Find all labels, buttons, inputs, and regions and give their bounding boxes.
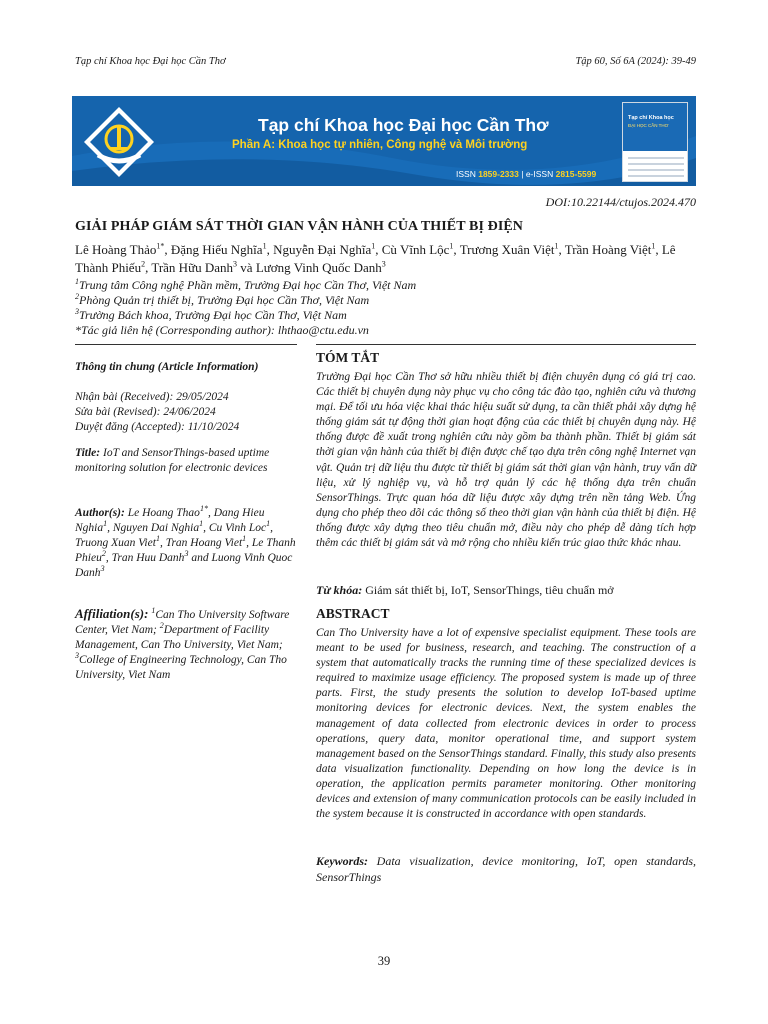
english-author-marker: 3 — [184, 549, 189, 559]
article-dates — [75, 390, 297, 435]
author-marker: 1 — [371, 241, 376, 251]
cover-subtitle: ĐẠI HỌC CẦN THƠ — [628, 123, 669, 128]
english-author-name: Truong Xuan Viet — [75, 537, 156, 549]
author-name: Trương Xuân Việt — [459, 242, 555, 257]
english-keywords-text: Data visualization, device monitoring, IoT, open standards, SensorThings — [316, 854, 696, 884]
english-author-name: Le Thanh Phieu — [75, 537, 296, 564]
title-label: Title: — [75, 447, 101, 459]
received-date: Nhận bài (Received): 29/05/2024 — [75, 391, 229, 403]
affiliation-en-1-marker: 1 — [151, 606, 156, 616]
vietnamese-abstract: Trường Đại học Cần Thơ sở hữu nhiều thiết bị điện chuyên dụng có giá trị cao. Các thiết bị chuyên dụng này phục vụ cho công tác đào tạo, nghiên cứu và thương mại. Để tối ưu hóa việc khai thác hiệu suất sử dụng, ta cần thiết phải xây dựng hệ thống giám sát tự động thời gian hoạt động của các thiết bị chuyên dụng này. Hệ thống được đề xuất trong nghiên cứu này gồm ba thành phần. Thiết bị giám sát thời gian vận hành của thiết bị điện được chế tạo dựa trên công nghệ Internet vạn vật. Quản trị dữ liệu thu được từ thiết bị giám sát thời gian vận hành, truy vấn dữ liệu, xử lý nghiệp vụ, và hỗ trợ quản lý các hệ thống dựa trên chuẩn SensorThings. Trực quan hóa dữ liệu được xây dựng trên nền tảng Web. Ứng dụng cho phép theo dõi các thông số theo thời gian vận hành của thiết bị điện. Hệ thống được xây dựng theo tiêu chuẩn mở, điều này cho phép dễ dàng tích hợp thêm các thiết bị giám sát và mở rộng cho nhiều kiến trúc giao thức khác nhau. — [316, 371, 696, 550]
affiliation-en-1: Can Tho University Software Center, Viet Nam; — [75, 609, 290, 636]
tomtat-heading: TÓM TẮT — [316, 350, 380, 365]
volume-info: Tập 60, Số 6A (2024): 39-49 — [575, 56, 696, 67]
english-author-list: Le Hoang Thao$^{1*}$, Dang Hieu Nghia$^1$, Nguyen Dai Nghia$^1$, Cu Vinh Loc$^1$, Truong Xuan Viet$^1$, Tran Hoang Viet$^1$, Le Thanh Phieu$^2$, Tran Huu Danh$^3$ and Luong Vinh Quoc Danh$^3$ — [75, 504, 296, 579]
cover-title: Tạp chí Khoa học — [628, 115, 674, 121]
journal-cover-thumbnail — [622, 102, 688, 182]
author-marker: 1 — [262, 241, 267, 251]
page-number: 39 — [377, 954, 391, 968]
issn-label: ISSN — [456, 169, 476, 179]
issn-value: 1859-2333 — [478, 169, 519, 179]
affiliation-3-text: Trường Bách khoa, Trường Đại học Cần Thơ, Việt Nam — [79, 308, 347, 322]
author-marker: 1* — [156, 241, 165, 251]
english-abstract: Can Tho University have a lot of expensive specialist equipment. These tools are meant to be used for business, research, and teaching. The construction of a system that automatically tracks the running time of these specialized devices is required to maximize usage efficiency. The proposed system is made up of three parts. First, the study presents the solution to develop IoT-based uptime monitoring devices for electronic devices. Next, the system enables the management of data collected from electronic devices in order to process operations, query data, monitor operational time, and support system management based on the SensorThings standard. Finally, this study also presents data visualization functionality. Depending on how long the device is in operation, the application permits parameter monitoring. Other monitoring devices and extension of many communication protocols can be easily included in the system because it is constructed in accordance with open standards. — [316, 627, 696, 821]
author-marker: 1 — [554, 241, 559, 251]
vietnamese-keywords-label: Từ khóa: — [316, 583, 363, 597]
english-author-marker: 1 — [155, 534, 160, 544]
left-column-rule — [75, 344, 297, 345]
banner-title: Tạp chí Khoa học Đại học Cần Thơ — [258, 115, 549, 135]
banner-subtitle: Phần A: Khoa học tự nhiên, Công nghệ và Môi trường — [232, 139, 528, 151]
english-author-name: Le Hoang Thao — [127, 507, 200, 519]
english-author-marker: 3 — [100, 564, 105, 574]
affiliation-en-3: College of Engineering Technology, Can Tho University, Viet Nam — [75, 654, 287, 681]
english-keywords-label: Keywords: — [316, 854, 368, 868]
author-name: Lương Vinh Quốc Danh — [255, 260, 382, 275]
affiliation-en-2-marker: 2 — [159, 621, 164, 631]
eissn-value: 2815-5599 — [555, 169, 597, 179]
english-author-marker: 1* — [199, 504, 208, 514]
author-marker: 1 — [449, 241, 454, 251]
corresponding-author: *Tác giả liên hệ (Corresponding author): lhthao@ctu.edu.vn — [75, 323, 369, 337]
english-author-name: Cu Vinh Loc — [208, 522, 267, 534]
journal-name: Tạp chí Khoa học Đại học Cần Thơ — [75, 56, 226, 67]
english-author-name: Dang Hieu Nghia — [75, 507, 265, 534]
english-keywords — [316, 853, 696, 885]
issn-line — [456, 169, 596, 179]
author-name: Nguyễn Đại Nghĩa — [273, 242, 372, 257]
english-author-name: Tran Hoang Viet — [165, 537, 243, 549]
author-list: Lê Hoàng Thảo$^{1*}$, Đặng Hiếu Nghĩa$^1$, Nguyễn Đại Nghĩa$^1$, Cù Vĩnh Lộc$^1$, Trương Xuân Việt$^1$, Trần Hoàng Việt$^1$, Lê Thành Phiếu$^2$, Trần Hữu Danh$^3$ và Lương Vinh Quốc Danh$^3$ — [75, 241, 676, 275]
affiliation-3-marker: 3 — [75, 307, 79, 316]
english-author-name: Tran Huu Danh — [111, 552, 185, 564]
vietnamese-keywords-text: Giám sát thiết bị, IoT, SensorThings, tiêu chuẩn mở — [365, 583, 614, 597]
english-author-marker: 1 — [242, 534, 247, 544]
doi: DOI:10.22144/ctujos.2024.470 — [545, 195, 696, 209]
affiliation-en-2: Department of Facility Management, Can Tho University, Viet Nam; — [75, 624, 283, 651]
authors-label: Author(s): — [75, 507, 125, 519]
eissn-label: | e-ISSN — [521, 169, 554, 179]
author-marker: 2 — [141, 259, 146, 269]
english-title-text: IoT and SensorThings-based uptime monitoring solution for electronic devices — [75, 447, 270, 474]
university-logo — [82, 105, 156, 179]
author-name: Lê Hoàng Thảo — [75, 242, 157, 257]
english-author-marker: 2 — [101, 549, 106, 559]
english-author-marker: 1 — [103, 519, 108, 529]
affiliation-3 — [75, 308, 347, 323]
english-affiliations — [75, 606, 297, 683]
author-name: Trần Hoàng Việt — [564, 242, 652, 257]
english-author-marker: 1 — [266, 519, 271, 529]
affiliation-label: Affiliation(s): — [75, 606, 149, 621]
right-column-rule — [316, 344, 696, 345]
affiliation-1-marker: 1 — [75, 277, 79, 286]
english-author-name: Luong Vinh Quoc Danh — [75, 552, 293, 579]
accepted-date: Duyệt đăng (Accepted): 11/10/2024 — [75, 421, 240, 433]
author-name: Đặng Hiếu Nghĩa — [170, 242, 263, 257]
revised-date: Sửa bài (Revised): 24/06/2024 — [75, 406, 216, 418]
paper-title: GIẢI PHÁP GIÁM SÁT THỜI GIAN VẬN HÀNH CỦA THIẾT BỊ ĐIỆN — [75, 219, 524, 234]
cover-text-lines — [628, 157, 684, 181]
affiliation-1 — [75, 278, 416, 293]
affiliation-2 — [75, 293, 369, 308]
article-info-heading: Thông tin chung (Article Information) — [75, 361, 259, 373]
author-marker: 3 — [233, 259, 238, 269]
english-authors — [75, 506, 297, 581]
author-marker: 1 — [651, 241, 656, 251]
affiliation-2-text: Phòng Quản trị thiết bị, Trường Đại học Cần Thơ, Việt Nam — [79, 293, 370, 307]
affiliation-1-text: Trung tâm Công nghệ Phần mềm, Trường Đại học Cần Thơ, Việt Nam — [79, 278, 417, 292]
journal-banner — [72, 96, 696, 186]
running-head — [75, 56, 696, 72]
affiliation-en-3-marker: 3 — [75, 651, 79, 661]
affiliation-2-marker: 2 — [75, 292, 79, 301]
english-title — [75, 446, 297, 476]
author-name: Lê Thành Phiếu — [75, 242, 676, 275]
english-author-marker: 1 — [199, 519, 204, 529]
english-author-name: Nguyen Dai Nghia — [112, 522, 200, 534]
author-name: Cù Vĩnh Lộc — [381, 242, 450, 257]
author-marker: 3 — [381, 259, 386, 269]
vietnamese-keywords — [316, 583, 696, 598]
abstract-heading: ABSTRACT — [316, 606, 390, 621]
author-name: Trần Hữu Danh — [151, 260, 234, 275]
